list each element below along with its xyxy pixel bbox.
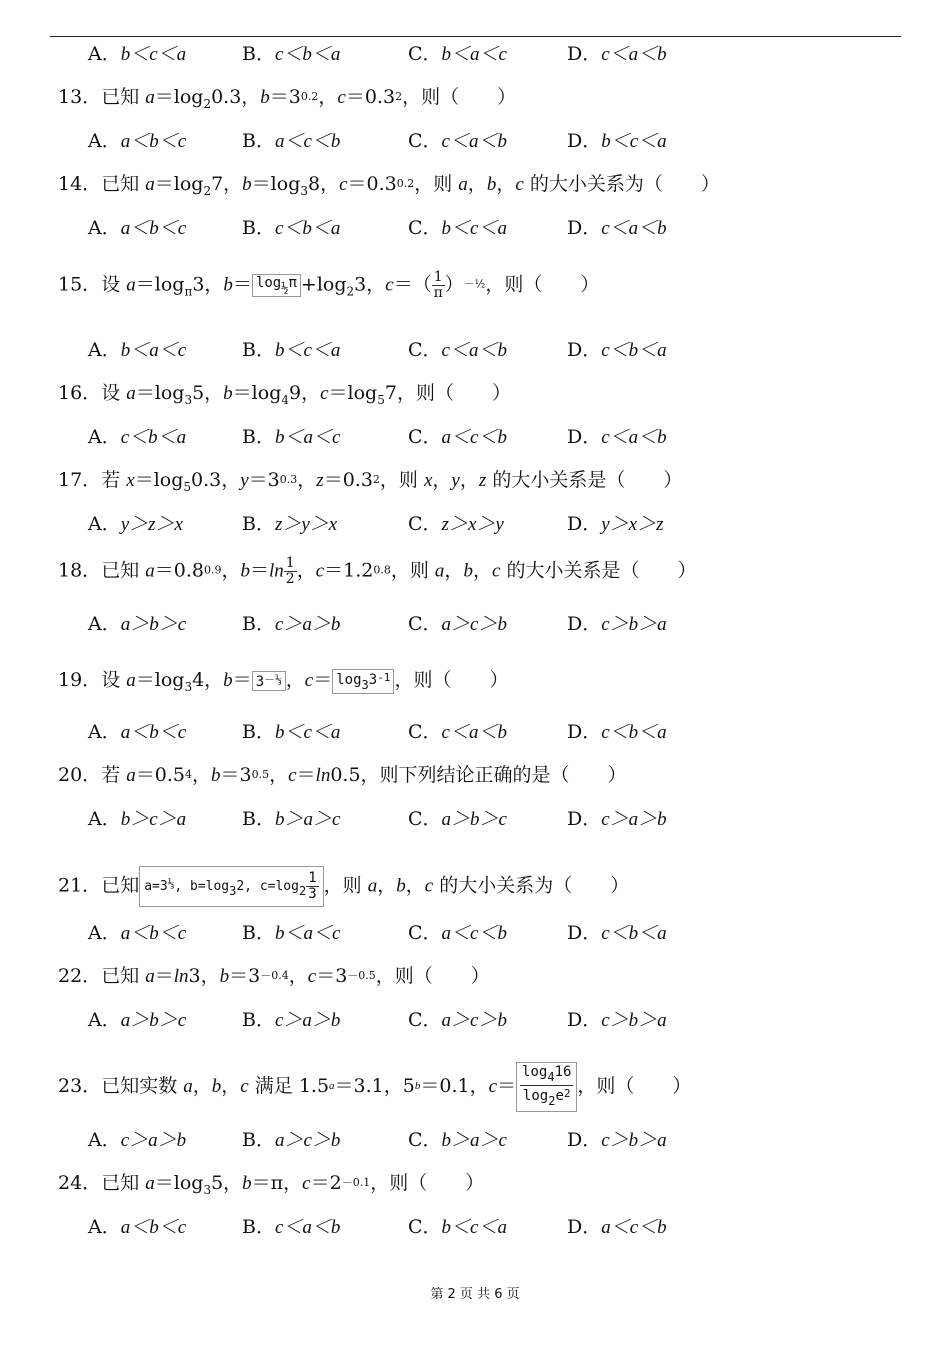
option-b: B．z＞y＞x	[242, 513, 338, 535]
option-b: B．b＜c＜a	[242, 721, 341, 743]
option-a: A．a＜b＜c	[88, 217, 187, 239]
option-c: C．z＞x＞y	[408, 513, 504, 535]
option-b: B．b＜a＜c	[242, 922, 341, 944]
option-c: C．a＞c＞b	[408, 613, 507, 635]
option-a: A．a＞b＞c	[88, 1009, 187, 1031]
page-footer: 第 2 页 共 6 页	[430, 1287, 520, 1302]
question-20: 20．若 $a=0.5^4$，$b=3^{0.5}$，c＝ln0.5，则下列结论正确的是（ ）	[58, 764, 627, 786]
question-15: 15．设 $a=\log_\pi 3$，$b= \log_{\frac{1}{2}}\pi +\log_23$，c＝（ $\frac{1}{\pi}$ ）$^{-\frac{1}{2}}$，则（ ）	[58, 269, 600, 301]
option-d: D．c＞a＞b	[567, 808, 667, 830]
option-b: B．c＞a＞b	[242, 613, 341, 635]
option-c: C．c＜a＜b	[408, 339, 507, 361]
option-a: A．b＜a＜c	[88, 339, 187, 361]
option-b: B．c＜b＜a	[242, 43, 341, 65]
option-b: B．b＞a＞c	[242, 808, 341, 830]
question-19: 19．设 $a=\log_34$，$b= 3^{-\frac{1}{3}}$ ，$c= \log_33^{-1}$ ，则（ ）	[58, 669, 509, 694]
option-d: D．c＞b＞a	[567, 613, 667, 635]
option-c: C．c＜a＜b	[408, 130, 507, 152]
option-b: B．c＜b＜a	[242, 217, 341, 239]
option-d: D．b＜c＜a	[567, 130, 667, 152]
option-a: A．a＞b＞c	[88, 613, 187, 635]
option-a: A．b＞c＞a	[88, 808, 187, 830]
formula-image: $\log_33^{-1}$	[332, 669, 394, 694]
option-a: A．a＜b＜c	[88, 922, 187, 944]
option-a: A．c＜b＜a	[88, 426, 187, 448]
option-a: A．b＜c＜a	[88, 43, 187, 65]
formula-image: $3^{-\frac{1}{3}}$	[252, 671, 286, 691]
option-d: D．c＜b＜a	[567, 721, 667, 743]
option-c: C．a＜c＜b	[408, 922, 507, 944]
question-23: 23．已知实数 a，b，c 满足 1.5$^a$＝3.1，$5^b=0.1$，c＝ $\frac{\log_416}{\log_2e^2}$ ，则（ ）	[58, 1062, 691, 1112]
option-b: B．c＜a＜b	[242, 1216, 341, 1238]
option-c: C．c＜a＜b	[408, 721, 507, 743]
option-d: D．y＞x＞z	[567, 513, 664, 535]
option-c: C．b＜a＜c	[408, 43, 507, 65]
option-d: D．c＜a＜b	[567, 426, 667, 448]
option-b: B．b＜a＜c	[242, 426, 341, 448]
option-d: D．c＜b＜a	[567, 922, 667, 944]
question-16: 16．设 $a=\log_35$，$b=\log_49$，$c=\log_57$，则（ ）	[58, 382, 511, 407]
option-b: B．a＞c＞b	[242, 1129, 341, 1151]
option-d: D．c＜a＜b	[567, 217, 667, 239]
option-a: A．a＜b＜c	[88, 130, 187, 152]
fraction: $\frac{1}{\pi}$	[433, 269, 443, 301]
option-d: D．c＜a＜b	[567, 43, 667, 65]
option-c: C．a＞c＞b	[408, 1009, 507, 1031]
question-21: 21．已知 $a=3^{\frac{1}{3}}$, $b=\log_32$, $c=\log_2$ $\frac{1}{3}$ ，则 a，b，c 的大小关系为（ ）	[58, 866, 629, 907]
option-c: C．b＜c＜a	[408, 217, 507, 239]
option-a: A．y＞z＞x	[88, 513, 183, 535]
question-22: 22．已知 a＝ln3，$b=3^{-0.4}$，$c=3^{-0.5}$，则（ ）	[58, 965, 490, 987]
option-d: D．c＜b＜a	[567, 339, 667, 361]
option-d: D．a＜c＜b	[567, 1216, 667, 1238]
option-c: C．b＞a＞c	[408, 1129, 507, 1151]
option-b: B．a＜c＜b	[242, 130, 341, 152]
option-d: D．c＞b＞a	[567, 1009, 667, 1031]
option-c: C．a＜c＜b	[408, 426, 507, 448]
option-c: C．a＞b＞c	[408, 808, 507, 830]
option-b: B．c＞a＞b	[242, 1009, 341, 1031]
question-13: 13．已知 $a=\log_20.3$，$b=3^{0.2}$，$c=0.3^2$，则（ ）	[58, 86, 517, 111]
option-a: A．a＜b＜c	[88, 721, 187, 743]
formula-image: $a=3^{\frac{1}{3}}$, $b=\log_32$, $c=\log_2$ $\frac{1}{3}$	[139, 866, 323, 907]
question-18: 18．已知 $a=0.8^{0.9}$，b＝ln $\frac{1}{2}$ ，$c=1.2^{0.8}$，则 a，b，c 的大小关系是（ ）	[58, 555, 697, 587]
option-b: B．b＜c＜a	[242, 339, 341, 361]
option-d: D．c＞b＞a	[567, 1129, 667, 1151]
formula-image: $\frac{\log_416}{\log_2e^2}$	[516, 1062, 577, 1112]
question-17: 17．若 $x=\log_50.3$，$y=3^{0.3}$，$z=0.3^2$，则 x，y，z 的大小关系是（ ）	[58, 469, 683, 494]
question-24: 24．已知 $a=\log_35$，b＝π，$c=2^{-0.1}$，则（ ）	[58, 1172, 485, 1197]
option-a: A．a＜b＜c	[88, 1216, 187, 1238]
header-rule	[50, 36, 901, 37]
question-14: 14．已知 $a=\log_27$，$b=\log_38$，$c=0.3^{0.2}$，则 a，b，c 的大小关系为（ ）	[58, 173, 720, 198]
option-c: C．b＜c＜a	[408, 1216, 507, 1238]
formula-image: $\log_{\frac{1}{2}}\pi$	[252, 274, 301, 297]
fraction: $\frac{1}{2}$	[285, 555, 295, 587]
option-a: A．c＞a＞b	[88, 1129, 187, 1151]
